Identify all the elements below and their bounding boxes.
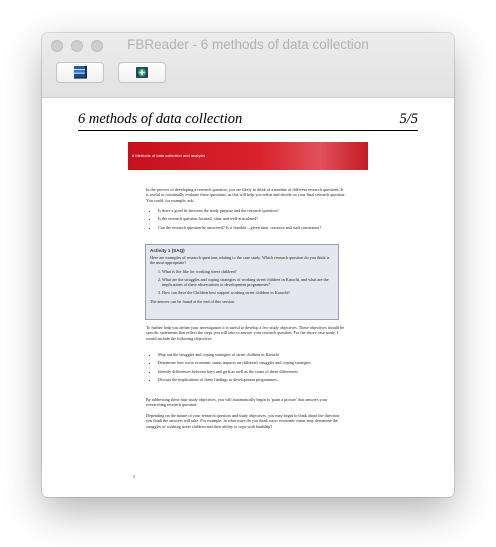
list-item: • Map out the struggles and coping strategies of street children in Karachi (158, 352, 354, 357)
book-title: 6 methods of data collection (78, 111, 243, 127)
list-item: • Identify differences between boys and girls as well as the cause of these differences (158, 369, 354, 374)
list-item: 2. What are the struggles and coping strategies of working street children in Karachi, and what are the implications of these observations to development programmes? (162, 277, 334, 288)
page-header (78, 110, 418, 131)
page-indicator: 5/5 (399, 111, 418, 127)
library-button[interactable] (56, 62, 104, 83)
intro-paragraph: In the process of developing a research question, you are likely to think of a number of different research questions. It is useful to continually evaluate these questions, as this will help you refine and decide on your final research question. You could, for example, ask: (146, 187, 346, 203)
toolbar (56, 62, 166, 83)
list-item: 1. What is life like for working street children? (162, 269, 334, 274)
list-item: • Is there a good fit between the study purpose and the research question? (158, 208, 354, 213)
window-title: FBReader - 6 methods of data collection (127, 37, 369, 52)
activity-intro: Here are examples of research questions relating to the case study. Which research question do you think is the most appropriate? (150, 255, 330, 266)
summary-paragraph: By addressing these four study objectives, you will automatically begin to 'paint a picture' that answers your overarching research question. (146, 397, 328, 408)
list-item: • Is the research question focused, clear and well-articulated? (158, 216, 354, 221)
reader-view[interactable] (42, 98, 454, 497)
activity-box (145, 244, 339, 320)
page-number: 5 (133, 474, 136, 479)
list-item: • Discuss the implications of these findings to development programmes. (158, 377, 354, 382)
activity-list (150, 269, 334, 296)
objectives-list (148, 352, 354, 385)
closing-paragraph: Depending on the nature of your research question and study objectives, you may begin to think about the direction you think the answers will take. For example, in what ways do you think socio economic status may determine the struggles of working street children and their ability to cope with hardship? (146, 413, 340, 429)
add-book-icon (132, 65, 152, 80)
list-item: 3. How can Save the Children best support working street children in Karachi? (162, 290, 334, 295)
question-list (148, 208, 354, 233)
banner-title: 6 Methods of data collection and analysis (132, 153, 206, 158)
activity-title: Activity 1 (SAQ) (150, 248, 185, 253)
title-bar (42, 33, 454, 98)
objectives-paragraph: To further help you define your investigation it is useful to develop a few study objectives. These objectives should be specific statements that reflect the steps you will take to answer your research question. For the above case study, I would include the following objectives: (146, 325, 345, 341)
list-item: • Can the research question be answered? Is it feasible – given time, resource and staff constraints? (158, 225, 354, 230)
app-window (42, 33, 454, 497)
chapter-banner (128, 142, 368, 170)
book-page-image (128, 142, 368, 487)
list-item: • Determine how socio economic status impacts on children's struggles and coping strategies (158, 360, 354, 365)
library-books-icon (70, 65, 90, 80)
add-book-button[interactable] (118, 62, 166, 83)
activity-answer-note: The answer can be found at the end of this session. (150, 298, 236, 304)
